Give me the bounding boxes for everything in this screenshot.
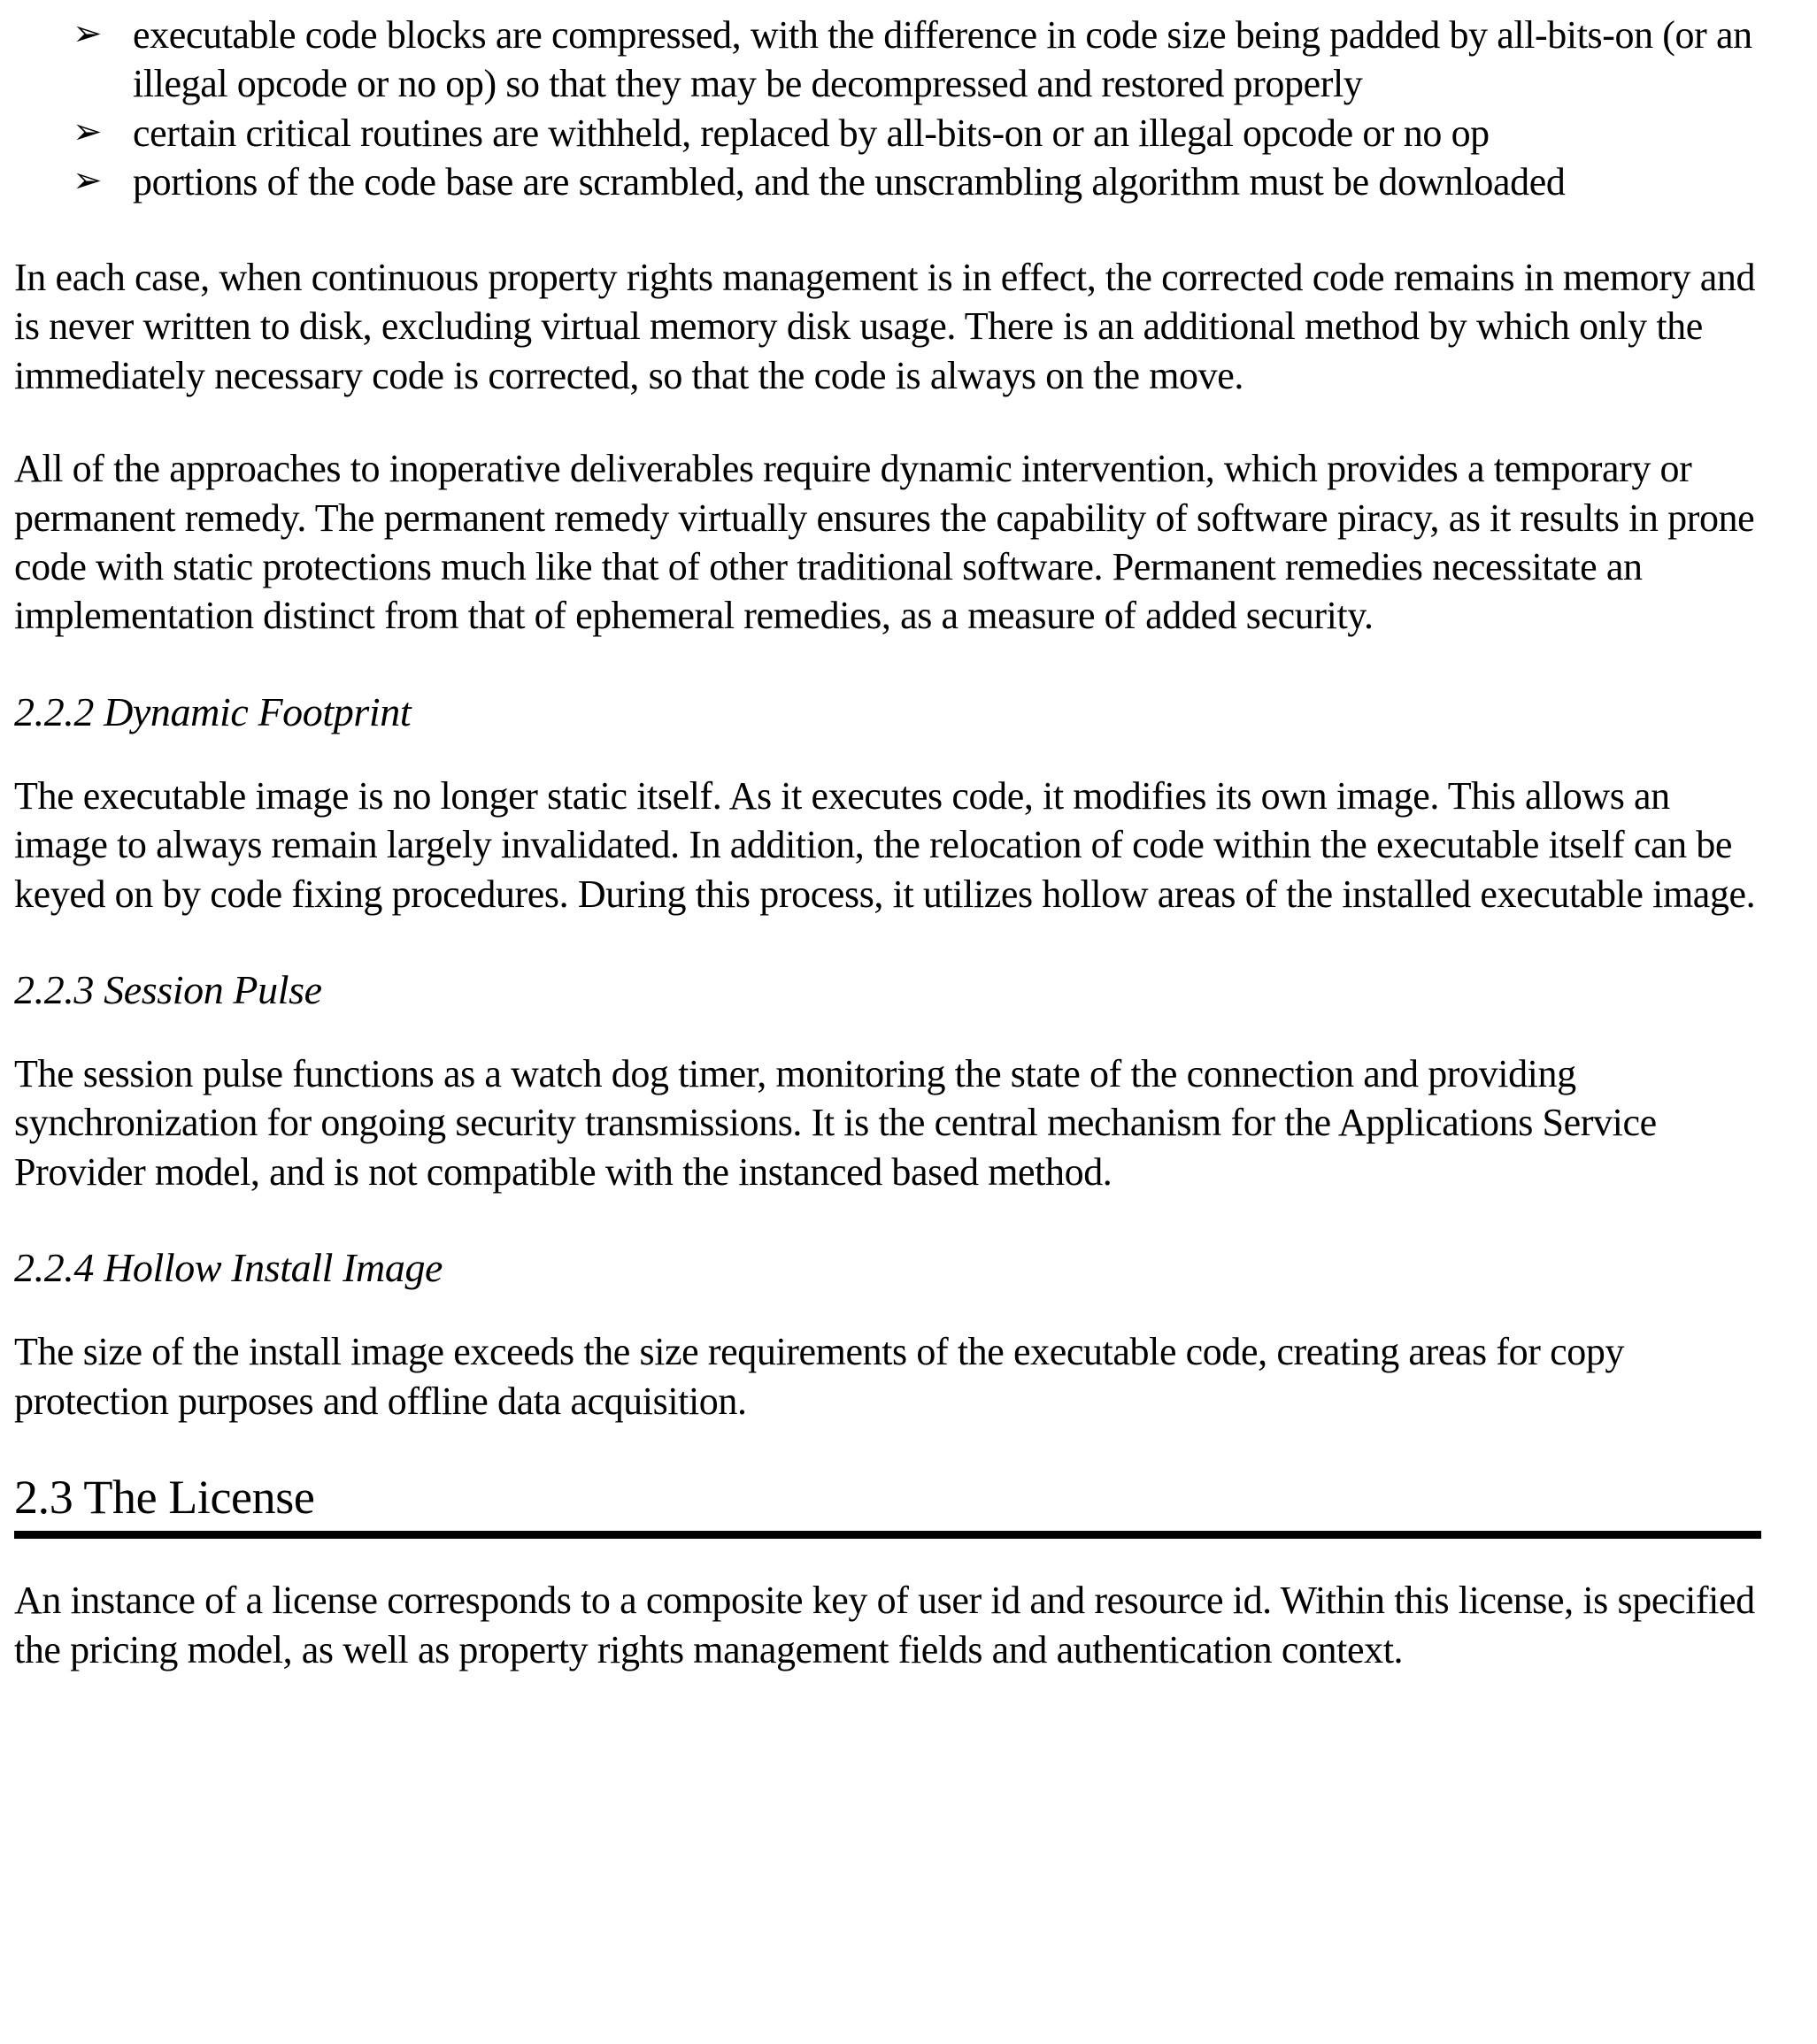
arrow-bullet-icon: ➢ (73, 160, 103, 202)
section-heading-2-3: 2.3 The License (14, 1471, 315, 1525)
section-body-2-3: An instance of a license corresponds to a composite key of user id and resource id. Within this license, is specified the pricing model, as well as property rights management fields and authentication context. (14, 1579, 1755, 1671)
intro-paragraph-1: In each case, when continuous property rights management is in effect, the corrected code remains in memory and is never written to disk, excluding virtual memory disk usage. There is an additional method by which only the immediately necessary code is corrected, so that the code is always on the move. (14, 255, 1756, 397)
bullet-list (14, 11, 1761, 207)
bullet-text: certain critical routines are withheld, replaced by all-bits-on or an illegal opcode or no op (133, 111, 1490, 155)
section-body-2-2-2: The executable image is no longer static itself. As it executes code, it modifies its own image. This allows an image to always remain largely invalidated. In addition, the relocation of code within the executable itself can be keyed on by code fixing procedures. During this process, it utilizes hollow areas of the installed executable image. (14, 773, 1756, 916)
bullet-text: portions of the code base are scrambled, and the unscrambling algorithm must be downloaded (133, 160, 1566, 204)
arrow-bullet-icon: ➢ (73, 111, 103, 152)
section-heading-2-2-4: 2.2.4 Hollow Install Image (14, 1245, 443, 1291)
section-body-2-2-4: The size of the install image exceeds the size requirements of the executable code, creating areas for copy protection purposes and offline data acquisition. (14, 1330, 1625, 1423)
bullet-text: executable code blocks are compressed, with the difference in code size being padded by all-bits-on (or an illegal opcode or no op) so that they may be decompressed and restored properly (133, 13, 1752, 106)
section-body-2-2-3: The session pulse functions as a watch dog timer, monitoring the state of the connection and providing synchronization for ongoing security transmissions. It is the central mechanism for the Applications Service Provider model, and is not compatible with the instanced based method. (14, 1052, 1657, 1194)
section-heading-2-2-2: 2.2.2 Dynamic Footprint (14, 688, 412, 734)
bullet-item (14, 109, 1761, 158)
bullet-item (14, 158, 1761, 206)
intro-paragraph-2: All of the approaches to inoperative deliverables require dynamic intervention, which provides a temporary or permanent remedy. The permanent remedy virtually ensures the capability of software piracy, as it results in prone code with static protections much like that of other traditional software. Permanent remedies necessitate an implementation distinct from that of ephemeral remedies, as a measure of added security. (14, 447, 1755, 638)
section-heading-2-2-3: 2.2.3 Session Pulse (14, 967, 322, 1013)
bullet-item (14, 11, 1761, 109)
horizontal-rule (14, 1531, 1761, 1539)
arrow-bullet-icon: ➢ (73, 13, 103, 54)
